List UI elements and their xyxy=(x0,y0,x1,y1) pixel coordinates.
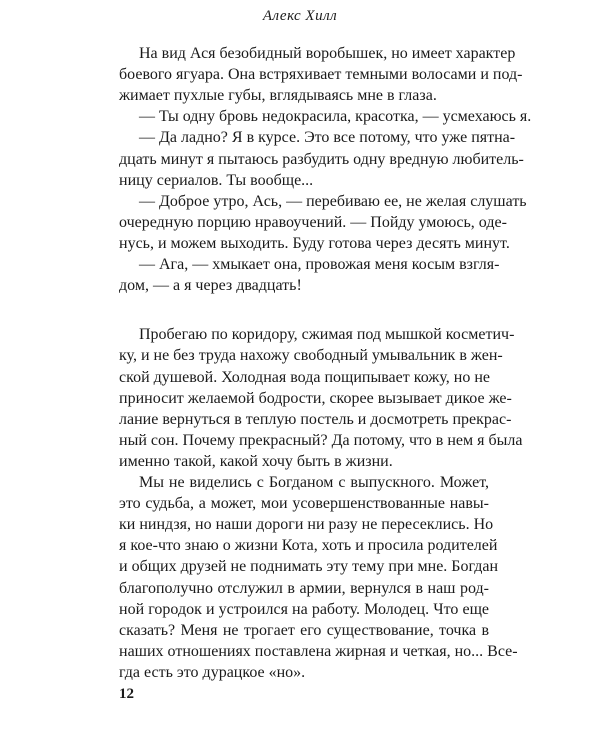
text-line: лание вернуться в теплую постель и досмотреть прекрас- xyxy=(119,411,512,428)
running-header-author: Алекс Хилл xyxy=(262,8,338,24)
text-line: — Ага, — хмыкает она, провожая меня косым взгля- xyxy=(139,256,500,273)
text-line: ки ниндзя, но наши дороги ни разу не пересеклись. Но xyxy=(119,516,494,533)
text-line: дом, — а я через двадцать! xyxy=(119,277,302,294)
text-line: наших отношениях поставлена жирная и четкая, но... Все- xyxy=(119,643,518,660)
text-line: нусь, и можем выходить. Буду готова через десять минут. xyxy=(119,235,510,252)
text-line: благополучно отслужил в армии, вернулся в наш род- xyxy=(119,580,489,597)
text-line: сказать? Меня не трогает его существование, точка в xyxy=(119,622,489,639)
text-line: ку, и не без труда нахожу свободный умывальник в жен- xyxy=(119,347,503,364)
text-line: и общих друзей не поднимать эту тему при мне. Богдан xyxy=(119,558,499,575)
text-line: именно такой, какой хочу быть в жизни. xyxy=(119,453,393,470)
text-line: — Доброе утро, Ась, — перебиваю ее, не желая слушать xyxy=(139,193,527,210)
text-line: это судьба, а может, мои усовершенствованные навы- xyxy=(119,495,489,512)
text-line: ный сон. Почему прекрасный? Да потому, что в нем я была xyxy=(119,432,523,449)
page-number: 12 xyxy=(119,686,134,702)
text-line: приносит желаемой бодрости, скорее вызывает дикое же- xyxy=(119,390,512,407)
text-line: я кое-что знаю о жизни Кота, хоть и просила родителей xyxy=(119,537,498,554)
text-line: гда есть это дурацкое «но». xyxy=(119,664,306,681)
text-line: На вид Ася безобидный воробышек, но имеет характер xyxy=(139,45,516,62)
text-line: боевого ягуара. Она встряхивает темными волосами и под- xyxy=(119,66,523,83)
text-line: очередную порцию нравоучений. — Пойду умоюсь, оде- xyxy=(119,214,507,231)
text-line: Пробегаю по коридору, сжимая под мышкой косметич- xyxy=(139,326,515,343)
text-line: жимает пухлые губы, вглядываясь мне в глаза. xyxy=(119,87,437,104)
text-line: ницу сериалов. Ты вообще... xyxy=(119,172,314,189)
text-line: ской душевой. Холодная вода пощипывает кожу, но не xyxy=(119,369,490,386)
text-line: — Да ладно? Я в курсе. Это все потому, что уже пятна- xyxy=(139,129,516,146)
text-line: ной городок и устроился на работу. Молодец. Что еще xyxy=(119,601,489,618)
text-line: — Ты одну бровь недокрасила, красотка, — усмехаюсь я. xyxy=(139,108,532,125)
text-line: дцать минут я пытаюсь разбудить одну вредную любитель- xyxy=(119,151,524,168)
text-line: Мы не виделись с Богданом с выпускного. Может, xyxy=(139,474,489,491)
